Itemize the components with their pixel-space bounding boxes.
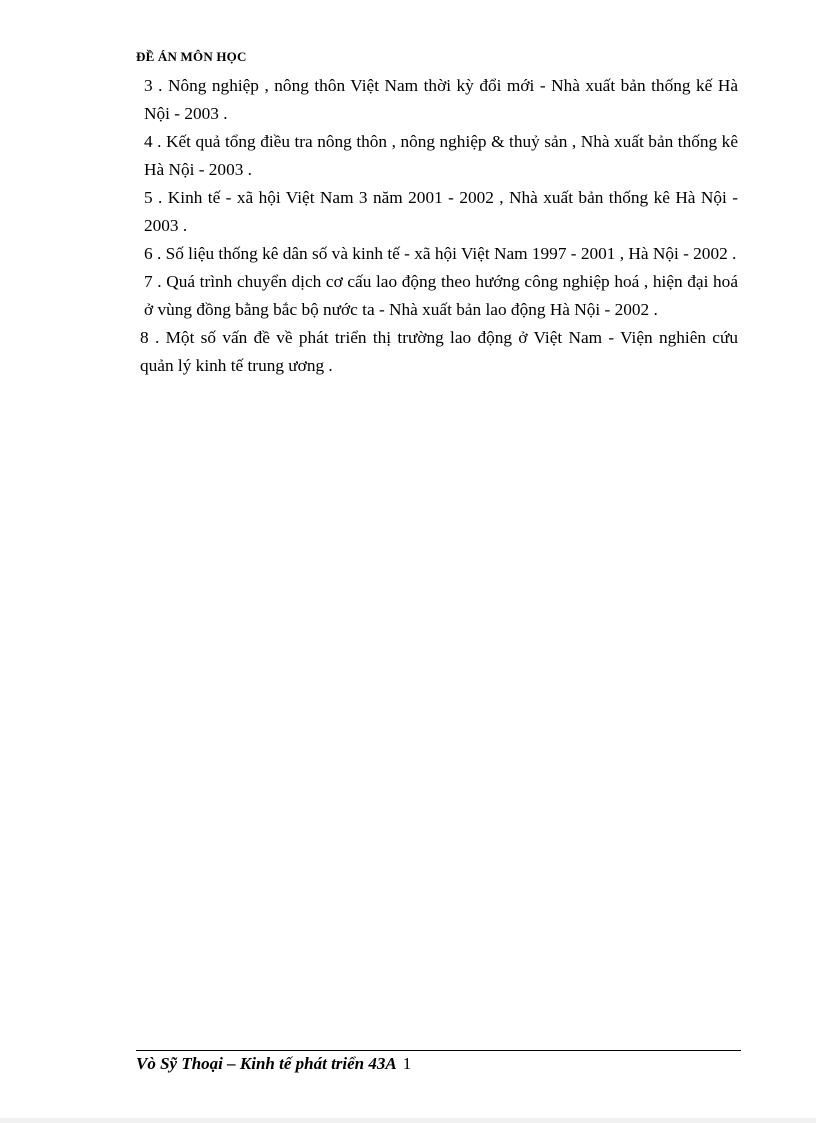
page-header-title: ĐỀ ÁN MÔN HỌC	[136, 49, 247, 64]
page-footer	[136, 1054, 411, 1074]
reference-item-3: 3 . Nông nghiệp , nông thôn Việt Nam thời kỳ đổi mới - Nhà xuất bản thống kế Hà Nội - 2003 .	[144, 76, 738, 123]
footer-divider	[136, 1050, 741, 1051]
footer-author-line: Vò Sỹ Thoại – Kinh tế phát triển 43A	[136, 1054, 397, 1073]
footer-page-number: 1	[402, 1054, 412, 1073]
reference-item-6: 6 . Số liệu thống kê dân số và kinh tế - xã hội Việt Nam 1997 - 2001 , Hà Nội - 2002 .	[144, 244, 737, 263]
reference-item-5: 5 . Kinh tế - xã hội Việt Nam 3 năm 2001 - 2002 , Nhà xuất bản thống kê Hà Nội - 2003 .	[144, 188, 738, 235]
reference-item-8: 8 . Một số vấn đề về phát triển thị trường lao động ở Việt Nam - Viện nghiên cứu quản lý kinh tế trung ương .	[140, 328, 738, 375]
reference-item-4: 4 . Kết quả tổng điều tra nông thôn , nông nghiệp & thuỷ sản , Nhà xuất bản thống kê Hà Nội - 2003 .	[144, 132, 738, 179]
reference-item-7: 7 . Quá trình chuyển dịch cơ cấu lao động theo hướng công nghiệp hoá , hiện đại hoá ở vùng đồng bằng bắc bộ nước ta - Nhà xuất bản lao động Hà Nội - 2002 .	[144, 272, 738, 319]
page-bottom-edge	[0, 1118, 816, 1123]
reference-list	[140, 72, 738, 380]
